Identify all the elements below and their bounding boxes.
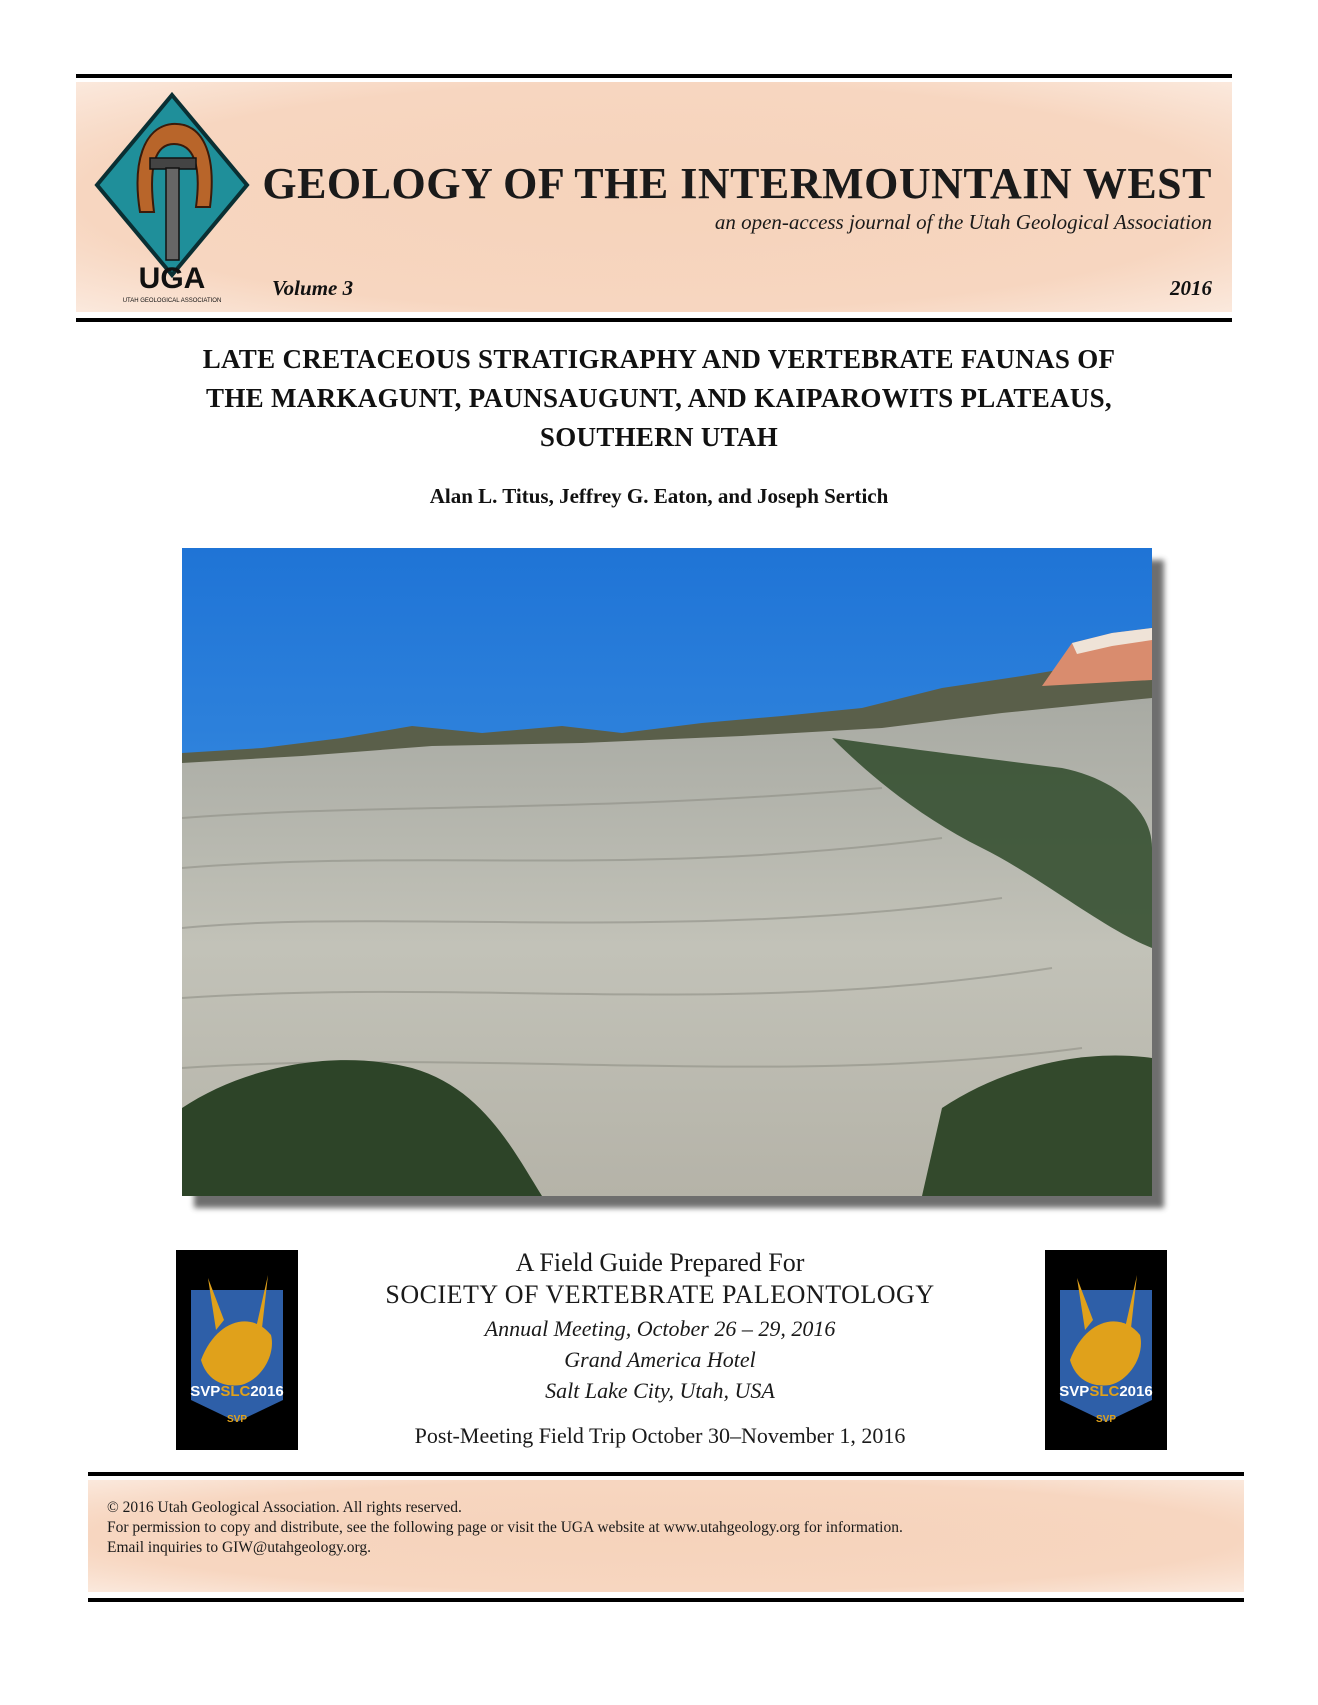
uga-logo-text: UGA [138, 262, 206, 295]
article-title-line: SOUTHERN UTAH [539, 422, 779, 452]
field-guide-block [300, 1248, 1020, 1449]
field-guide-venue: Grand America Hotel [564, 1347, 756, 1372]
field-guide-meeting: Annual Meeting, October 26 – 29, 2016 [484, 1316, 836, 1341]
svp-badge-slc: SLC [220, 1383, 251, 1400]
field-guide-trip: Post-Meeting Field Trip October 30–November 1, 2016 [414, 1423, 906, 1448]
year-label: 2016 [1170, 276, 1212, 300]
svp-badge-small: SVP [1095, 1414, 1117, 1425]
journal-title: GEOLOGY OF THE INTERMOUNTAIN WEST [262, 159, 1212, 208]
header-bottom-rule [76, 318, 1232, 322]
article-title-line: THE MARKAGUNT, PAUNSAUGUNT, AND KAIPAROWITS PLATEAUS, [206, 383, 1112, 413]
article-authors: Alan L. Titus, Jeffrey G. Eaton, and Joseph Sertich [429, 484, 889, 508]
svp-badge-svp: SVP [190, 1383, 221, 1400]
volume-label: Volume 3 [272, 276, 354, 300]
field-guide-line1: A Field Guide Prepared For [515, 1248, 805, 1277]
svp-badge-slc: SLC [1089, 1383, 1120, 1400]
svg-text:SVPSLC2016 [1059, 1383, 1152, 1400]
svp-badge-year: 2016 [1119, 1383, 1153, 1400]
journal-subtitle: an open-access journal of the Utah Geological Association [714, 210, 1212, 234]
article-title [100, 340, 1218, 457]
cover-photo-badlands [182, 548, 1152, 1196]
header-top-rule [76, 74, 1232, 78]
uga-logo-subtext: UTAH GEOLOGICAL ASSOCIATION [122, 298, 222, 304]
footer-text [107, 1498, 903, 1558]
footer-copyright: © 2016 Utah Geological Association. All rights reserved. [107, 1499, 462, 1516]
field-guide-location: Salt Lake City, Utah, USA [545, 1378, 775, 1403]
svp-badge-svp: SVP [1059, 1383, 1090, 1400]
footer-top-rule [88, 1472, 1244, 1476]
svg-text:SVPSLC2016 [190, 1383, 283, 1400]
article-title-line: LATE CRETACEOUS STRATIGRAPHY AND VERTEBRATE FAUNAS OF [202, 344, 1116, 374]
footer-email: Email inquiries to GIW@utahgeology.org. [107, 1539, 371, 1556]
svp-badge-year: 2016 [250, 1383, 284, 1400]
footer-bottom-rule [88, 1598, 1244, 1602]
uga-logo [92, 92, 252, 312]
footer-permission: For permission to copy and distribute, see the following page or visit the UGA website at www.utahgeology.org for information. [107, 1519, 903, 1536]
field-guide-society: SOCIETY OF VERTEBRATE PALEONTOLOGY [385, 1280, 935, 1309]
svp-badge-left [176, 1250, 298, 1450]
svp-badge-right [1045, 1250, 1167, 1450]
svp-badge-small: SVP [226, 1414, 248, 1425]
